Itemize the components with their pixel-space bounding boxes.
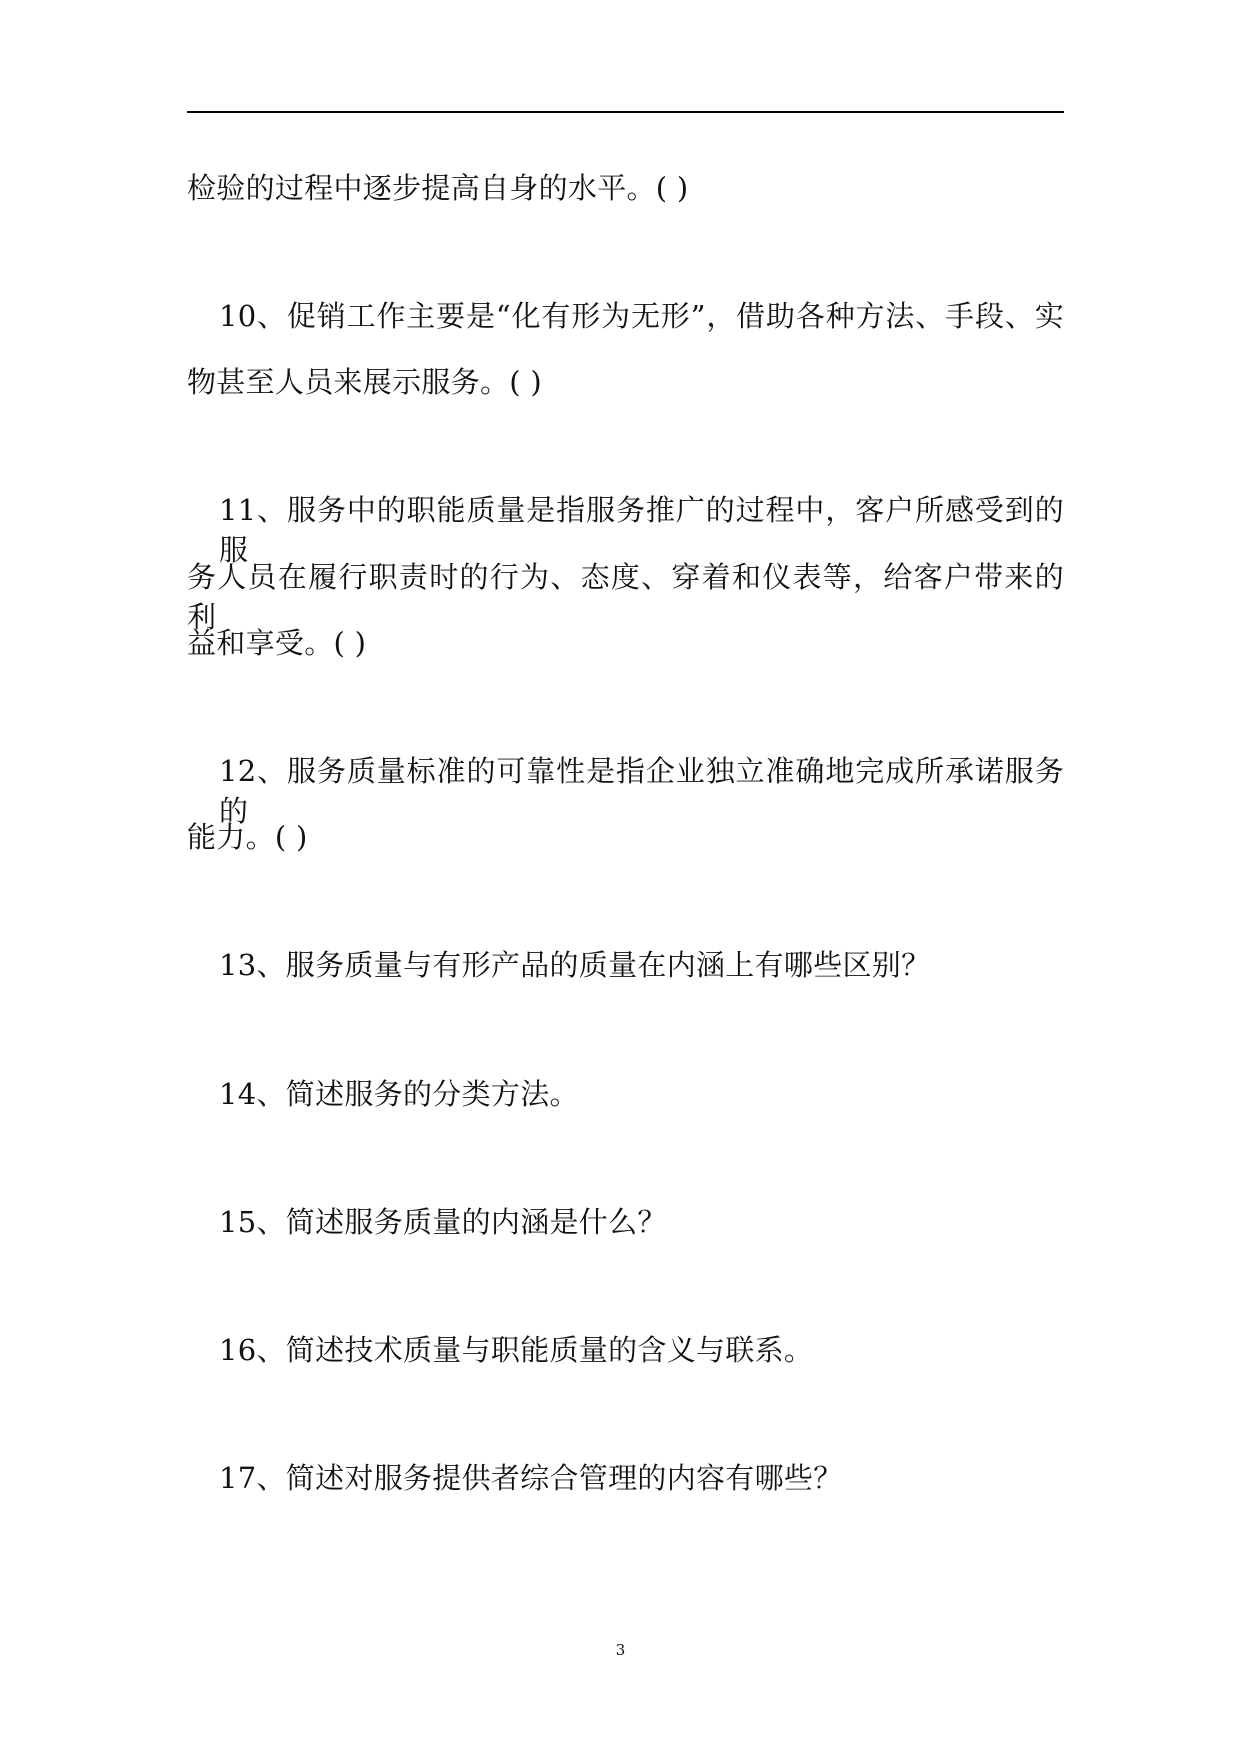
question-10-line-1: 10、促销工作主要是“化有形为无形”，借助各种方法、手段、实 [219, 299, 1064, 333]
text-line: 检验的过程中逐步提高自身的水平。( ) [187, 171, 689, 205]
question-10-line-2: 物甚至人员来展示服务。( ) [187, 365, 543, 399]
question-12-line-1: 12、服务质量标准的可靠性是指企业独立准确地完成所承诺服务的 [219, 754, 1064, 828]
header-rule [187, 111, 1064, 113]
question-11-line-3: 益和享受。( ) [187, 626, 367, 660]
question-16: 16、简述技术质量与职能质量的含义与联系。 [219, 1333, 814, 1367]
question-13: 13、服务质量与有形产品的质量在内涵上有哪些区别？ [219, 948, 931, 982]
question-11-line-1: 11、服务中的职能质量是指服务推广的过程中，客户所感受到的服 [219, 493, 1064, 567]
question-14: 14、简述服务的分类方法。 [219, 1077, 579, 1111]
question-17: 17、简述对服务提供者综合管理的内容有哪些？ [219, 1461, 843, 1495]
question-12-line-2: 能力。( ) [187, 820, 308, 854]
question-11-line-2: 务人员在履行职责时的行为、态度、穿着和仪表等，给客户带来的利 [187, 560, 1064, 634]
page-number: 3 [615, 1641, 626, 1659]
question-15: 15、简述服务质量的内涵是什么？ [219, 1205, 667, 1239]
